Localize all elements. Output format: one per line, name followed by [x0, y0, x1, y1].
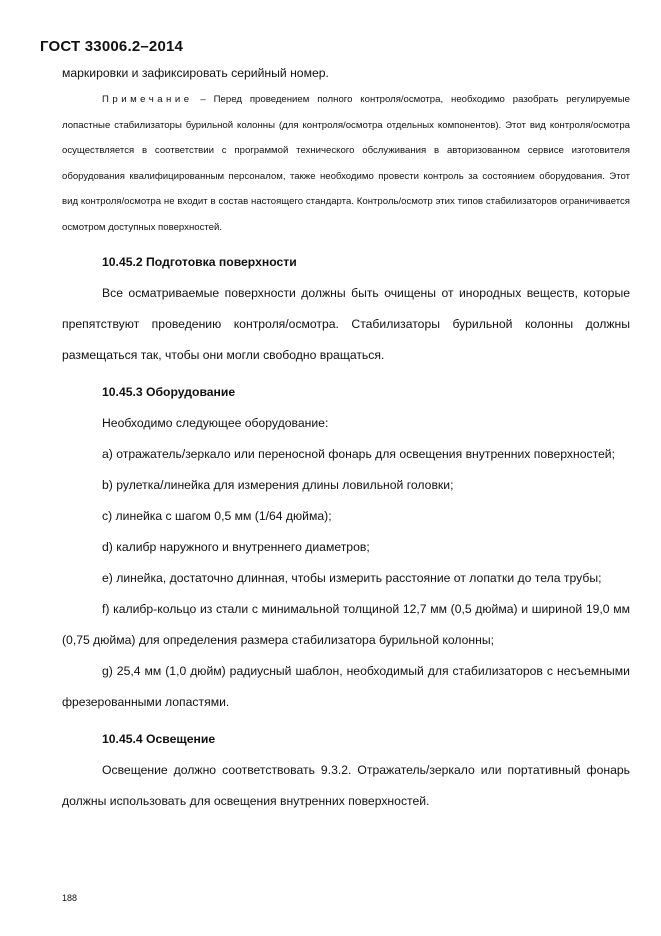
note-paragraph [62, 87, 630, 241]
equipment-intro: Необходимо следующее оборудование: [102, 415, 329, 430]
equipment-item-g: g) 25,4 мм (1,0 дюйм) радиусный шаблон, необходимый для стабилизаторов с несъемными фрезерованными лопастями. [62, 663, 630, 709]
equipment-item-e: e) линейка, достаточно длинная, чтобы измерить расстояние от лопатки до тела трубы; [102, 570, 602, 585]
equipment-item-a: a) отражатель/зеркало или переносной фонарь для освещения внутренних поверхностей; [102, 446, 615, 461]
section-heading-10-45-4: 10.45.4 Освещение [102, 731, 216, 746]
section-10-45-4-paragraph: Освещение должно соответствовать 9.3.2. Отражатель/зеркало или портативный фонарь должны использовать для освещения внутренних поверхностей. [62, 762, 630, 808]
section-heading-10-45-3: 10.45.3 Оборудование [102, 384, 236, 399]
equipment-item-d: d) калибр наружного и внутреннего диаметров; [102, 539, 370, 554]
section-heading-10-45-2: 10.45.2 Подготовка поверхности [102, 254, 297, 269]
note-text: – Перед проведением полного контроля/осмотра, необходимо разобрать регулируемые лопастные стабилизаторы бурильной колонны (для контроля/осмотра отдельных компонентов). Этот вид контроля/осмотра осуществляется в соответствии с программой технического обслуживания в авторизованном сервисе изготовителя оборудования квалифицированным персоналом, также необходимо провести контроль за состоянием оборудования. Этот вид контроля/осмотра не входит в состав настоящего стандарта. Контроль/осмотр этих типов стабилизаторов ограничивается осмотром доступных поверхностей. [62, 94, 630, 233]
document-body [62, 58, 630, 817]
equipment-item-b: b) рулетка/линейка для измерения длины ловильной головки; [102, 477, 454, 492]
document-code-header: ГОСТ 33006.2–2014 [40, 38, 184, 55]
note-label: Примечание [102, 94, 193, 105]
page-number: 188 [62, 893, 78, 903]
equipment-item-c: c) линейка с шагом 0,5 мм (1/64 дюйма); [102, 508, 332, 523]
section-10-45-2-paragraph: Все осматриваемые поверхности должны быть очищены от инородных веществ, которые препятствуют проведению контроля/осмотра. Стабилизаторы бурильной колонны должны размещаться так, чтобы они могли свободно вращаться. [62, 285, 630, 362]
equipment-item-f: f) калибр-кольцо из стали с минимальной толщиной 12,7 мм (0,5 дюйма) и шириной 19,0 мм (0,75 дюйма) для определения размера стабилизатора бурильной колонны; [62, 601, 630, 647]
intro-paragraph: маркировки и зафиксировать серийный номер. [62, 66, 329, 80]
